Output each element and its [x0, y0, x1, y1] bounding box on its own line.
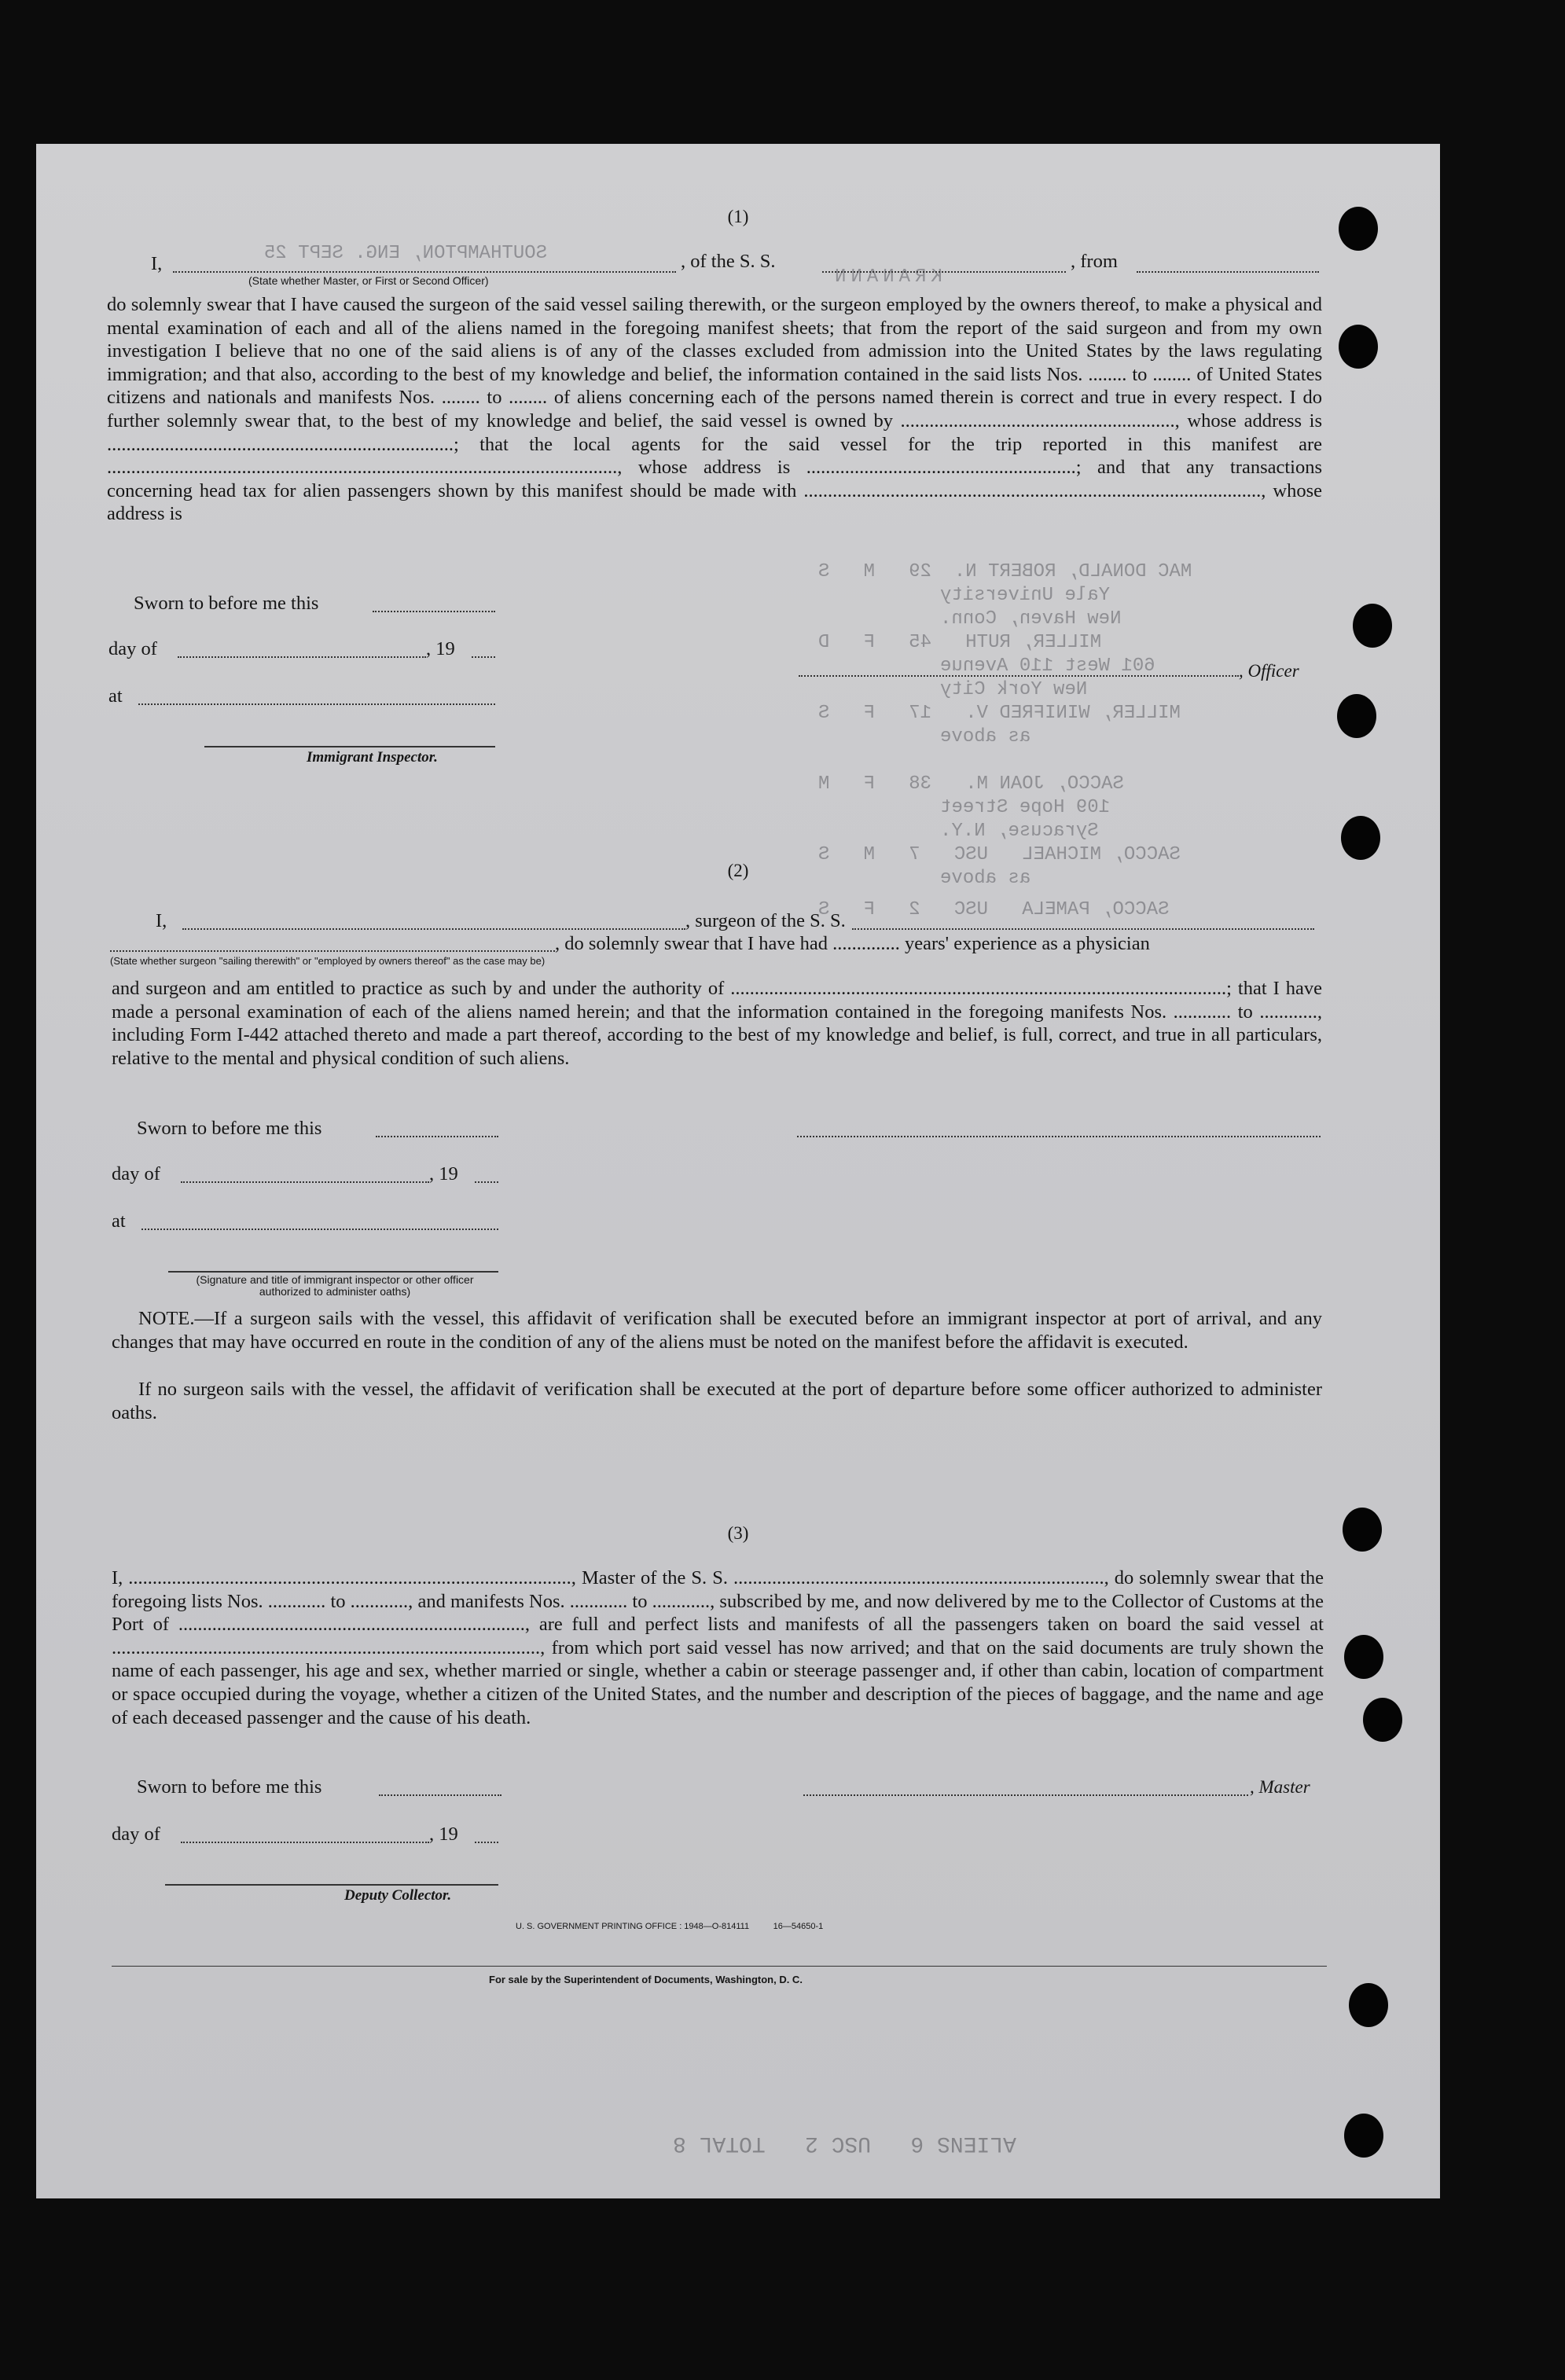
- punch-hole: [1344, 2114, 1383, 2158]
- day-blank: [181, 1842, 429, 1843]
- section2-caption: (State whether surgeon "sailing therewith" or "employed by owners thereof" as the case may be): [110, 955, 546, 967]
- bleedthrough-row: MAC DONALD, ROBERT N. 29 M S: [818, 561, 1192, 582]
- section1-line1-prefix: I,: [151, 253, 163, 274]
- section3-day-of: day of: [112, 1824, 160, 1845]
- bleedthrough-row: 109 Hope Street: [940, 797, 1111, 818]
- at-blank: [138, 703, 495, 705]
- bleedthrough-row: as above: [940, 726, 1031, 747]
- section2-day-of: day of: [112, 1163, 160, 1184]
- inspector-signature-line: [168, 1271, 498, 1273]
- bleedthrough-totals: ALIENS 6 USC 2 TOTAL 8: [673, 2131, 1016, 2155]
- note-label: NOTE.: [138, 1308, 195, 1329]
- section1-of-ss: , of the S. S.: [681, 251, 776, 272]
- surgeon-vessel-blank: [852, 928, 1314, 930]
- section-number: (1): [727, 207, 749, 226]
- sworn-date-blank: [379, 1794, 501, 1796]
- day-blank: [178, 656, 426, 658]
- punch-hole: [1337, 694, 1376, 738]
- punch-hole: [1343, 1508, 1382, 1552]
- section2-sworn: Sworn to before me this: [137, 1118, 322, 1139]
- section1-at: at: [108, 685, 123, 707]
- section3-sworn: Sworn to before me this: [137, 1776, 322, 1798]
- punch-hole: [1344, 1635, 1383, 1679]
- section1-inspector: Immigrant Inspector.: [307, 749, 438, 766]
- section3-paragraph: I, ............................................................................................, Master of the S. S. ............................................................................., do solemnly swear that the foregoing lists Nos. ............ to ............, and manifests Nos. ............ to ............, subscribed by me, and now delivered by me to the Collector of Customs at the Port of ........................................................................, are full and perfect lists and manifests of all the passengers taken on board the said vessel at ........................................................................................., from which port said vessel has now arrived; and that on the said documents are truly shown the name of each passenger, his age and sex, whether married or single, whether a cabin or steerage passenger and, if other than cabin, location of compartment or space occupied during the voyage, whether a citizen of the United States, and the number and description of the pieces of baggage, and the name and age of each deceased passenger and the cause of his death.: [112, 1567, 1324, 1728]
- year-blank: [472, 656, 495, 658]
- master-blank: [173, 271, 676, 273]
- bleedthrough-row: Yale University: [940, 585, 1111, 606]
- section2-paragraph: and surgeon and am entitled to practice as such by and under the authority of .......................................................................................................; that I have made a personal examination of each of the aliens named herein; and that the information contained in the foregoing manifests Nos. ............ to ............, including Form I-442 attached thereto and made a part thereof, according to the best of my knowledge and belief, is full, correct, and true in all particulars, relative to the mental and physical condition of such aliens.: [112, 978, 1322, 1069]
- section1-caption: (State whether Master, or First or Second Officer): [248, 274, 489, 287]
- note-text: —If a surgeon sails with the vessel, this affidavit of verification shall be executed before an immigrant inspector at port of arrival, and any changes that may have occurred en route in the condition of any of the aliens must be noted on the manifest before the affidavit is executed.: [112, 1308, 1322, 1353]
- bleedthrough-row: MILLER, RUTH 45 F D: [818, 632, 1102, 653]
- punch-hole: [1363, 1698, 1402, 1742]
- section2-line1-mid: , surgeon of the S. S.: [685, 910, 846, 931]
- punch-hole: [1341, 816, 1380, 860]
- day-blank: [181, 1181, 429, 1183]
- bleedthrough-row: SACCO, PAMELA USC 2 F S: [818, 899, 1170, 920]
- sale-line: For sale by the Superintendent of Documents, Washington, D. C.: [489, 1974, 803, 1985]
- bleedthrough-row: New Haven, Conn.: [940, 608, 1122, 630]
- from-blank: [1137, 271, 1319, 273]
- manifest-affidavit-sheet: [36, 144, 1440, 2198]
- footer-rule: [112, 1966, 1327, 1967]
- section2-line1-prefix: I,: [156, 910, 167, 931]
- section2-year: , 19: [429, 1163, 458, 1184]
- bleedthrough-row: MILLER, WINIFRED V. 17 F S: [818, 703, 1181, 724]
- section3-year: , 19: [429, 1824, 458, 1845]
- master-signature-line: [803, 1794, 1248, 1796]
- punch-hole: [1349, 1983, 1388, 2027]
- surgeon-type-blank: [110, 950, 555, 952]
- section1-day-of: day of: [108, 638, 157, 659]
- bleedthrough-row: SACCO, JOAN M. 38 F M: [818, 773, 1124, 795]
- surgeon-signature-line: [797, 1136, 1321, 1137]
- surgeon-name-blank: [182, 928, 685, 930]
- section2-note2: If no surgeon sails with the vessel, the affidavit of verification shall be executed at the port of departure before some officer authorized to administer oaths.: [112, 1379, 1322, 1423]
- deputy-signature-line: [165, 1884, 498, 1886]
- section3-master: , Master: [1250, 1777, 1310, 1797]
- bleedthrough-row: Syracuse, N.Y.: [940, 821, 1099, 842]
- vessel-blank: [822, 271, 1066, 273]
- section1-paragraph: do solemnly swear that I have caused the surgeon of the said vessel sailing therewith, or the surgeon employed by the owners thereof, to make a physical and mental examination of each and all of the aliens named in the foregoing manifest sheets; that from the report of the said surgeon and from my own investigation I believe that no one of the said aliens is of any of the classes excluded from admission into the United States by the laws regulating immigration; and that also, according to the best of my knowledge and belief, the information contained in the said lists Nos. ........ to ........ of United States citizens and nationals and manifests Nos. ........ to ........ of aliens concerning each of the persons named therein is correct and true in every respect. I do further solemnly swear that, to the best of my knowledge and belief, the said vessel is owned by ........................................................., whose address is ........................................................................; that the local agents for the said vessel for the trip reported in this manifest are .........................................................................................................., whose address is ........................................................; and that any transactions concerning head tax for alien passengers shown by this manifest should be made with ..............................................................................................., whose address is: [107, 294, 1322, 525]
- sworn-date-blank: [373, 611, 495, 612]
- section-number: (2): [727, 861, 749, 880]
- punch-hole: [1353, 604, 1392, 648]
- year-blank: [475, 1842, 498, 1843]
- section2-signature-caption: (Signature and title of immigrant inspector or other officer authorized to administer oaths): [196, 1273, 474, 1298]
- bleedthrough-row: as above: [940, 868, 1031, 889]
- section3-deputy: Deputy Collector.: [344, 1887, 452, 1904]
- section2-line2: , do solemnly swear that I have had .............. years' experience as a physician: [555, 933, 1150, 954]
- inspector-signature-line: [204, 746, 495, 747]
- section1-from: , from: [1071, 251, 1118, 272]
- officer-signature-line: [799, 675, 1239, 677]
- section1-sworn: Sworn to before me this: [134, 593, 319, 614]
- bleedthrough-ship: KRANANN: [830, 266, 942, 288]
- punch-hole: [1339, 207, 1378, 251]
- at-blank: [141, 1229, 498, 1230]
- section1-officer: , Officer: [1239, 661, 1299, 681]
- punch-hole: [1339, 325, 1378, 369]
- bleedthrough-header: SOUTHAMPTON, ENG. SEPT 25: [264, 243, 548, 264]
- section-number: (3): [727, 1523, 749, 1543]
- printing-office-line: U. S. GOVERNMENT PRINTING OFFICE : 1948—O-814111 16—54650-1: [516, 1922, 824, 1931]
- bleedthrough-row: 601 West 110 Avenue: [940, 656, 1155, 677]
- section1-year: , 19: [426, 638, 455, 659]
- bleedthrough-row: SACCO, MICHAEL USC 7 M S: [818, 844, 1181, 865]
- section2-note: [112, 1307, 1322, 1353]
- year-blank: [475, 1181, 498, 1183]
- sworn-date-blank: [376, 1136, 498, 1137]
- bleedthrough-row: New York City: [940, 679, 1088, 700]
- section2-at: at: [112, 1210, 126, 1232]
